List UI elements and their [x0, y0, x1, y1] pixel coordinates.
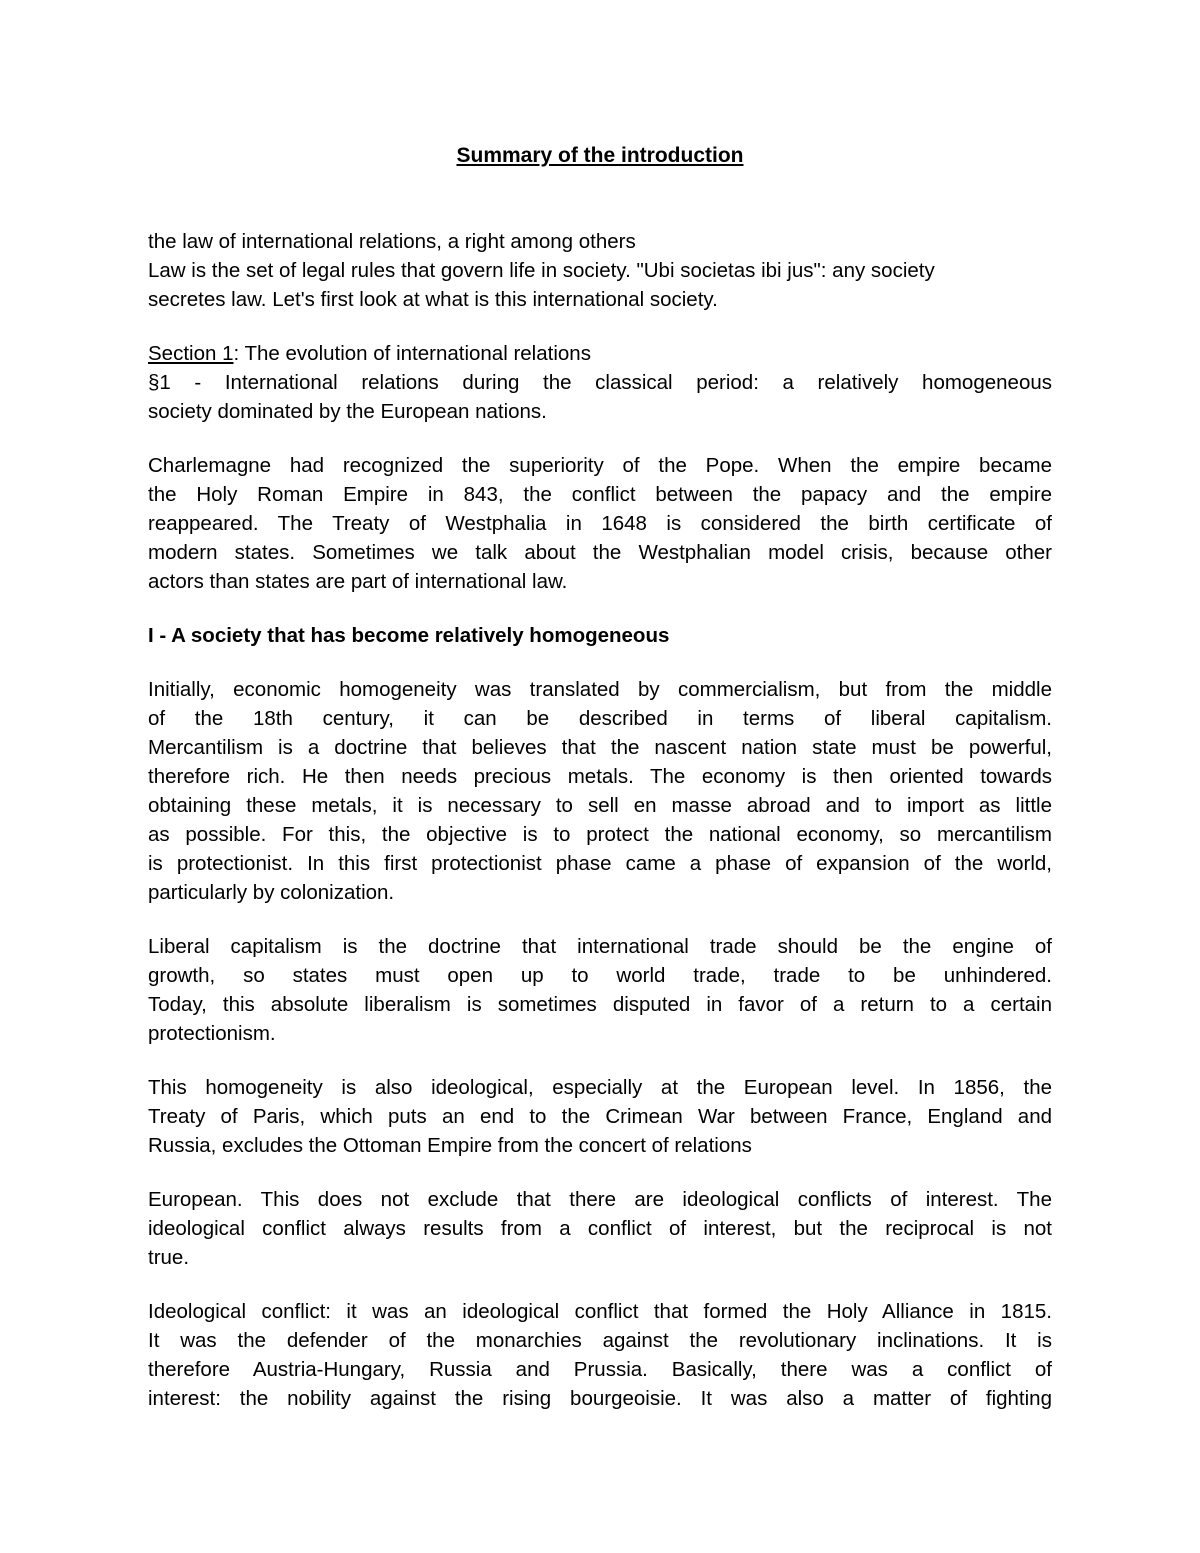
paragraph: [148, 1073, 1052, 1160]
text-line: [148, 256, 1052, 285]
text-line: [148, 733, 1052, 762]
text-line-content: Ideological conflict: it was an ideological conflict that formed the Holy Alliance in 1815.: [148, 1300, 1052, 1323]
text-line: [148, 285, 1052, 314]
paragraph-spacer: [148, 907, 1052, 932]
text-line-content: §1 - International relations during the classical period: a relatively homogeneous: [148, 371, 1052, 394]
document-title: Summary of the introduction: [456, 144, 744, 167]
text-line-content: secretes law. Let's first look at what is this international society.: [148, 288, 718, 311]
text-line-content: European. This does not exclude that there are ideological conflicts of interest. The: [148, 1188, 1052, 1211]
paragraph: [148, 451, 1052, 596]
paragraph-spacer: [148, 650, 1052, 675]
text-line-content: actors than states are part of international law.: [148, 570, 568, 593]
text-line-content: therefore Austria-Hungary, Russia and Prussia. Basically, there was a conflict of: [148, 1358, 1052, 1381]
text-line: [148, 932, 1052, 961]
paragraph-spacer: [148, 1272, 1052, 1297]
paragraph-spacer: [148, 314, 1052, 339]
text-line-content: therefore rich. He then needs precious metals. The economy is then oriented towards: [148, 765, 1052, 788]
text-line: [148, 538, 1052, 567]
paragraph: [148, 227, 1052, 256]
text-line: [148, 1131, 1052, 1160]
text-line: [148, 1019, 1052, 1048]
text-line: [148, 480, 1052, 509]
text-line-content: is protectionist. In this first protectionist phase came a phase of expansion of the world,: [148, 852, 1052, 875]
text-line: [148, 509, 1052, 538]
paragraph: [148, 932, 1052, 1048]
text-line-content: true.: [148, 1246, 190, 1269]
text-line-content: It was the defender of the monarchies against the revolutionary inclinations. It is: [148, 1329, 1052, 1352]
text-line: [148, 990, 1052, 1019]
text-line: [148, 368, 1052, 397]
paragraph: [148, 339, 1052, 426]
text-line: [148, 849, 1052, 878]
text-line: [148, 451, 1052, 480]
text-line-content: This homogeneity is also ideological, especially at the European level. In 1856, the: [148, 1076, 1052, 1099]
text-line: [148, 675, 1052, 704]
text-line-content: reappeared. The Treaty of Westphalia in 1648 is considered the birth certificate of: [148, 512, 1052, 535]
text-line: [148, 1297, 1052, 1326]
text-line-content: I - A society that has become relatively homogeneous: [148, 624, 670, 647]
text-line: [148, 704, 1052, 733]
text-line: [148, 820, 1052, 849]
text-line-content: Law is the set of legal rules that govern life in society. "Ubi societas ibi jus": any society: [148, 259, 935, 282]
text-line: [148, 1355, 1052, 1384]
text-line: [148, 397, 1052, 426]
text-line: [148, 762, 1052, 791]
text-line: [148, 621, 1052, 650]
text-line-content: : The evolution of international relations: [233, 342, 591, 365]
paragraph-spacer: [148, 426, 1052, 451]
text-line-content: Charlemagne had recognized the superiority of the Pope. When the empire became: [148, 454, 1052, 477]
text-line: [148, 1384, 1052, 1413]
text-line: [148, 339, 1052, 368]
paragraph: [148, 675, 1052, 907]
text-line-content: protectionism.: [148, 1022, 276, 1045]
text-line: [148, 1214, 1052, 1243]
text-line: [148, 791, 1052, 820]
text-line-content: growth, so states must open up to world trade, trade to be unhindered.: [148, 964, 1052, 987]
text-line-content: Initially, economic homogeneity was translated by commercialism, but from the middle: [148, 678, 1052, 701]
paragraph-spacer: [148, 1048, 1052, 1073]
text-line: [148, 1326, 1052, 1355]
text-line: [148, 1073, 1052, 1102]
section-label: Section 1: [148, 342, 234, 365]
text-line: [148, 227, 1052, 256]
text-line-content: particularly by colonization.: [148, 881, 395, 904]
paragraph: [148, 1185, 1052, 1272]
text-line-content: of the 18th century, it can be described in terms of liberal capitalism.: [148, 707, 1052, 730]
text-line-content: Today, this absolute liberalism is sometimes disputed in favor of a return to a certain: [148, 993, 1052, 1016]
document-body: [148, 227, 1052, 1413]
section-heading: [148, 621, 1052, 650]
text-line: [148, 1102, 1052, 1131]
text-line-content: Mercantilism is a doctrine that believes that the nascent nation state must be powerful,: [148, 736, 1052, 759]
text-line-content: the law of international relations, a right among others: [148, 230, 636, 253]
paragraph: [148, 256, 1052, 314]
paragraph: [148, 1297, 1052, 1413]
text-line-content: modern states. Sometimes we talk about the Westphalian model crisis, because other: [148, 541, 1052, 564]
text-line: [148, 1243, 1052, 1272]
paragraph-spacer: [148, 596, 1052, 621]
text-line: [148, 1185, 1052, 1214]
text-line-content: the Holy Roman Empire in 843, the conflict between the papacy and the empire: [148, 483, 1052, 506]
text-line-content: society dominated by the European nations.: [148, 400, 547, 423]
text-line-content: Russia, excludes the Ottoman Empire from the concert of relations: [148, 1134, 752, 1157]
text-line-content: ideological conflict always results from a conflict of interest, but the reciprocal is not: [148, 1217, 1052, 1240]
text-line: [148, 567, 1052, 596]
text-line: [148, 878, 1052, 907]
text-line-content: as possible. For this, the objective is to protect the national economy, so mercantilism: [148, 823, 1052, 846]
text-line-content: interest: the nobility against the rising bourgeoisie. It was also a matter of fighting: [148, 1387, 1052, 1410]
text-line-content: obtaining these metals, it is necessary to sell en masse abroad and to import as little: [148, 794, 1052, 817]
text-line: [148, 961, 1052, 990]
text-line-content: Liberal capitalism is the doctrine that international trade should be the engine of: [148, 935, 1052, 958]
text-line-content: Treaty of Paris, which puts an end to the Crimean War between France, England and: [148, 1105, 1052, 1128]
paragraph-spacer: [148, 1160, 1052, 1185]
